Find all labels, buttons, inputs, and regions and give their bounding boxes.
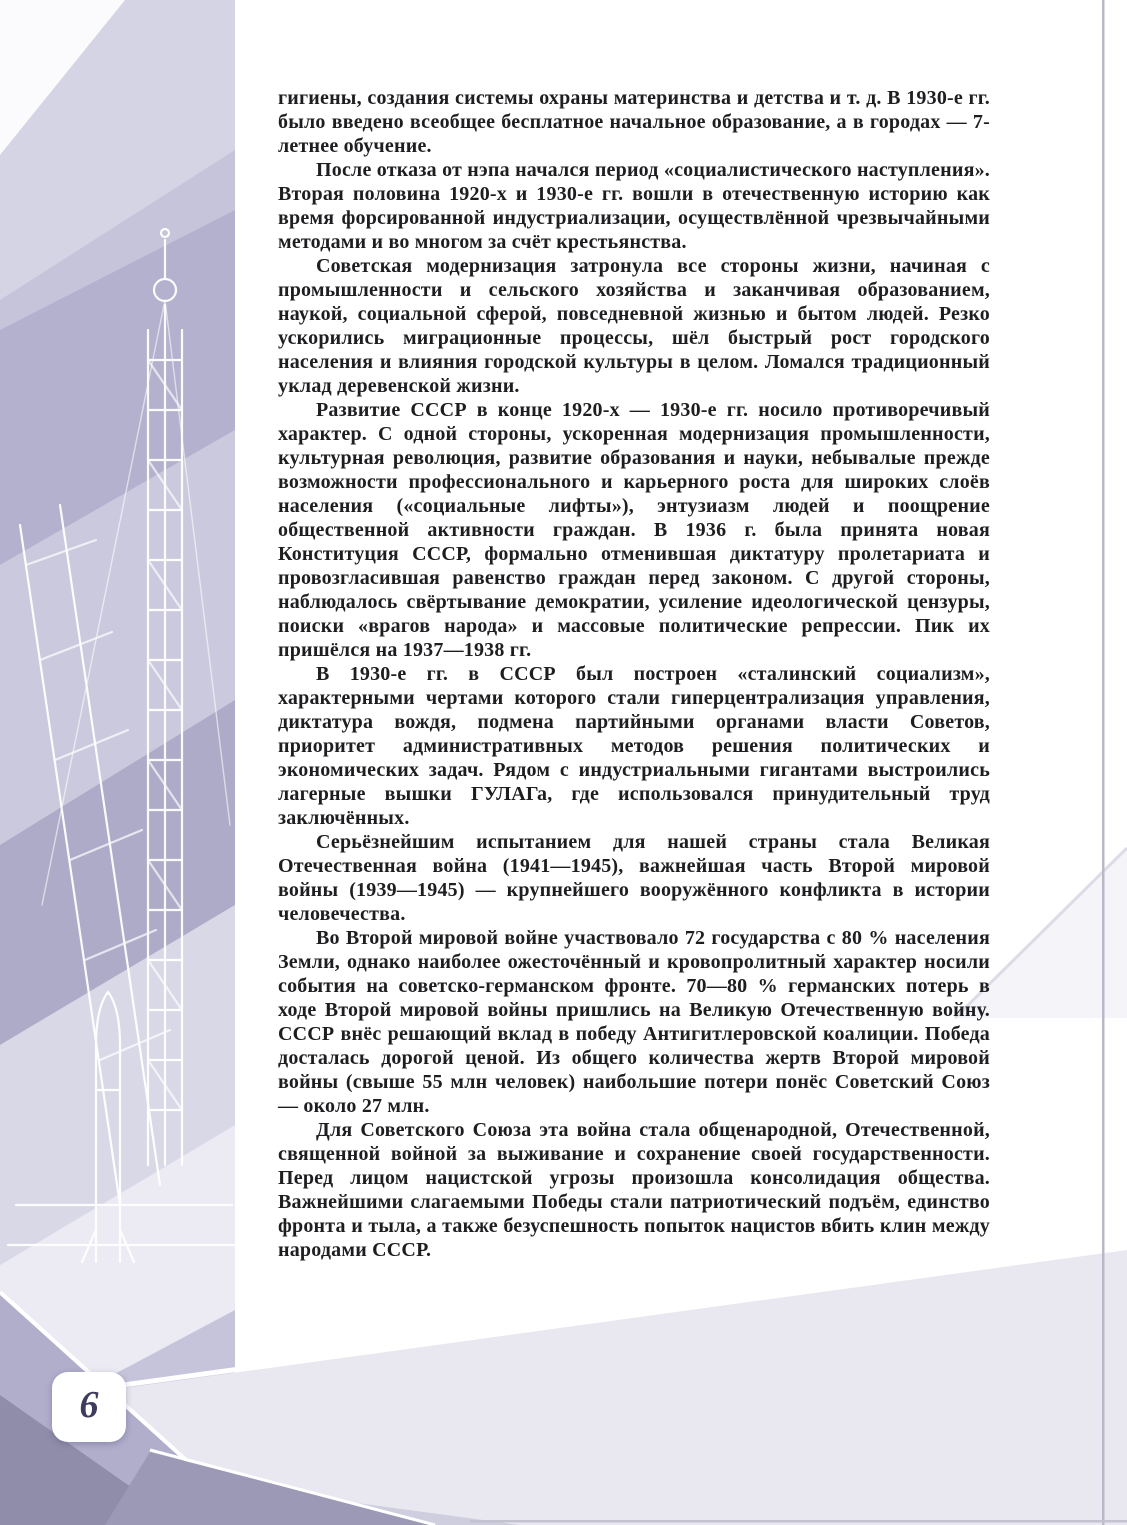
paragraph-5: В 1930-е гг. в СССР был построен «сталинский социализм», характерными чертами которого стали гиперцентрализация управления, диктатура вождя, подмена партийными органами власти Советов, приоритет административных методов решения политических и экономических задач. Рядом с индустриальными гигантами выстроились лагерные вышки ГУЛАГа, где использовался принудительный труд заключённых. (278, 663, 990, 829)
paragraph-2: После отказа от нэпа начался период «социалистического наступления». Вторая половина 1920-х и 1930-е гг. вошли в отечественную историю как время форсированной индустриализации, осуществлённой чрезвычайными методами и во многом за счёт крестьянства. (278, 159, 990, 253)
page-number-badge (52, 1372, 126, 1442)
text-column (278, 86, 990, 1262)
paragraph-1: гигиены, создания системы охраны материнства и детства и т. д. В 1930-е гг. было введено всеобщее бесплатное начальное образование, а в городах — 7-летнее обучение. (278, 87, 990, 157)
paragraph-6: Серьёзнейшим испытанием для нашей страны стала Великая Отечественная война (1941—1945), важнейшая часть Второй мировой войны (1939—1945) — крупнейшего вооружённого конфликта в истории человечества. (278, 831, 990, 925)
paragraph-3: Советская модернизация затронула все стороны жизни, начиная с промышленности и сельского хозяйства и заканчивая образованием, наукой, социальной сферой, повседневной жизнью и бытом людей. Резко ускорились миграционные процессы, шёл быстрый рост городского населения и влияния городской культуры в целом. Ломался традиционный уклад деревенской жизни. (278, 255, 990, 397)
paragraph-7: Во Второй мировой войне участвовало 72 государства с 80 % населения Земли, однако наиболее ожесточённый и кровопролитный характер носили события на советско-германском фронте. 70—80 % германских потерь в ходе Второй мировой войны пришлись на Великую Отечественную войну. СССР внёс решающий вклад в победу Антигитлеровской коалиции. Победа досталась дорогой ценой. Из общего количества жертв Второй мировой войны (свыше 55 млн человек) наибольшие потери понёс Советский Союз — около 27 млн. (278, 927, 990, 1117)
page-number: 6 (79, 1384, 99, 1426)
paragraph-4: Развитие СССР в конце 1920-х — 1930-е гг. носило противоречивый характер. С одной стороны, ускоренная модернизация промышленности, культурная революция, развитие образования и науки, небывалые прежде возможности профессионального и карьерного роста для широких слоёв населения («социальные лифты»), энтузиазм людей и поощрение общественной активности граждан. В 1936 г. была принята новая Конституция СССР, формально отменившая диктатуру пролетариата и провозгласившая равенство граждан перед законом. С другой стороны, наблюдалось свёртывание демократии, усиление идеологической цензуры, поиски «врагов народа» и массовые политические репрессии. Пик их пришёлся на 1937—1938 гг. (278, 399, 990, 661)
paragraph-8: Для Советского Союза эта война стала общенародной, Отечественной, священной войной за выживание и сохранение своей государственности. Перед лицом нацистской угрозы произошла консолидация общества. Важнейшими слагаемыми Победы стали патриотический подъём, единство фронта и тыла, а также безуспешность попыток нацистов вбить клин между народами СССР. (278, 1119, 990, 1261)
